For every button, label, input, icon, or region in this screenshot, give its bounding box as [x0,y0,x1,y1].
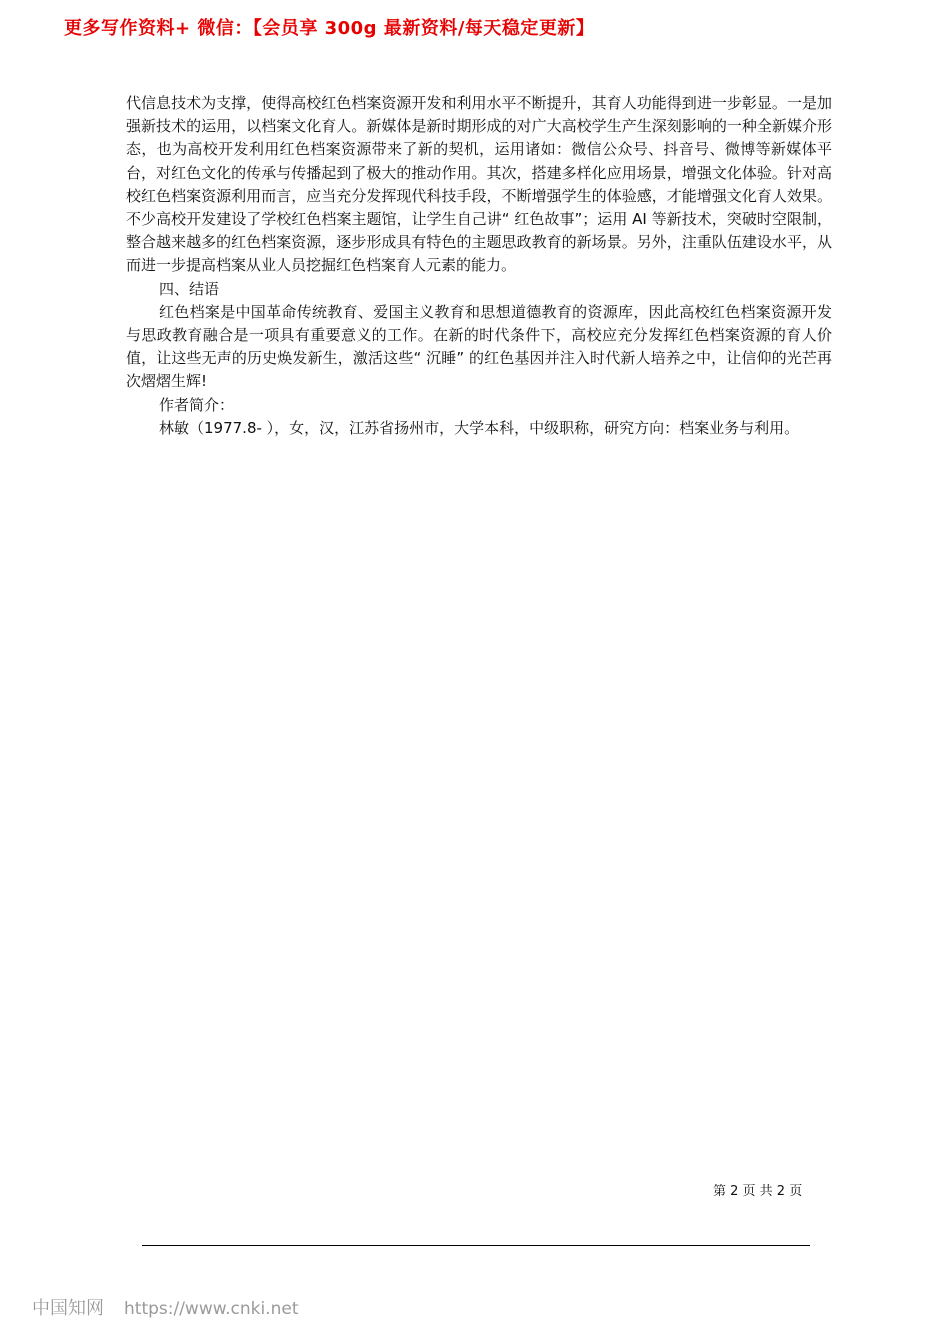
author-intro-label: 作者简介： [159,395,235,414]
watermark-brand: 中国知网 [32,1298,104,1319]
promo-banner: 更多写作资料+ 微信：【会员享 300g 最新资料/每天稳定更新】 [64,18,595,39]
watermark-url: https://www.cnki.net [124,1299,299,1319]
cnki-watermark [32,1294,298,1320]
page-number: 第 2 页 共 2 页 [713,1184,803,1199]
footer-divider [142,1245,810,1246]
article-paragraph-conclusion: 红色档案是中国革命传统教育、爱国主义教育和思想道德教育的资源库，因此高校红色档案资源开发与思政教育融合是一项具有重要意义的工作。在新的时代条件下，高校应充分发挥红色档案资源的育人价值，让这些无声的历史焕发新生，激活这些“ 沉睡” 的红色基因并注入时代新人培养之中，让信仰的光芒再次熠熠生辉! [126,302,832,391]
section-heading-conclusion: 四、结语 [159,279,220,298]
article-paragraph-continued: 代信息技术为支撑，使得高校红色档案资源开发和利用水平不断提升，其育人功能得到进一步彰显。一是加强新技术的运用，以档案文化育人。新媒体是新时期形成的对广大高校学生产生深刻影响的一种全新媒介形态，也为高校开发利用红色档案资源带来了新的契机，运用诸如：微信公众号、抖音号、微博等新媒体平台，对红色文化的传承与传播起到了极大的推动作用。其次，搭建多样化应用场景，增强文化体验。针对高校红色档案资源利用而言，应当充分发挥现代科技手段，不断增强学生的体验感，才能增强文化育人效果。不少高校开发建设了学校红色档案主题馆，让学生自己讲“ 红色故事”；运用 AI 等新技术，突破时空限制，整合越来越多的红色档案资源，逐步形成具有特色的主题思政教育的新场景。另外，注重队伍建设水平，从而进一步提高档案从业人员挖掘红色档案育人元素的能力。 [126,94,832,275]
author-bio: 林敏（1977.8- ），女，汉，江苏省扬州市，大学本科，中级职称，研究方向：档案业务与利用。 [159,418,800,437]
article-body [126,92,832,440]
